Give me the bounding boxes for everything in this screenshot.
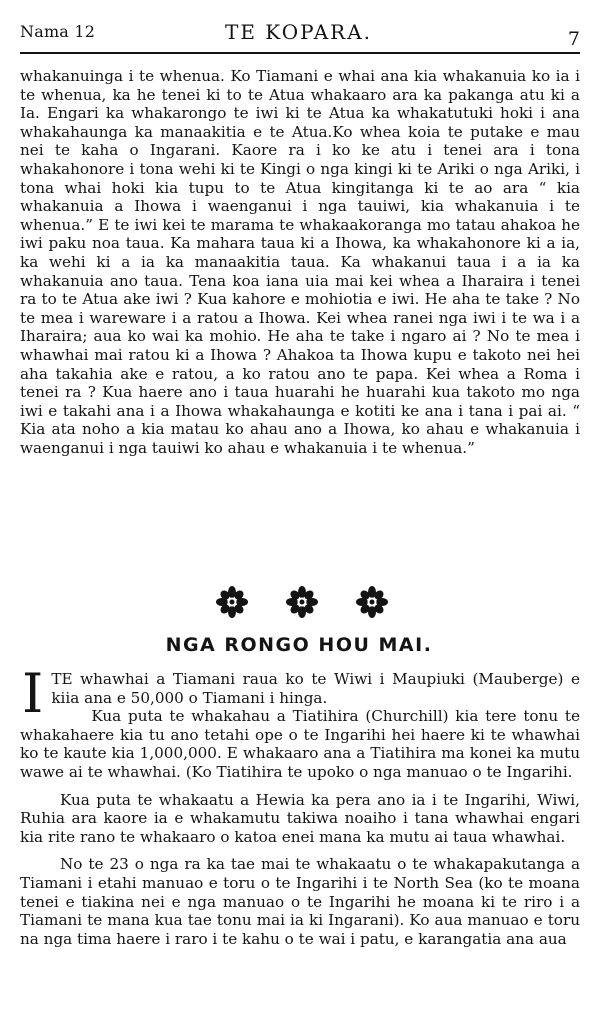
page-number: 7 [567, 28, 580, 50]
news-paragraph: No te 23 o nga ra ka tae mai te whakaatu o te whakapakutanga a Tiamani i etahi manuao e toru o te Ingarihi i te North Sea (ko te moana tenei e tiakina nei e nga manuao o te Ingarihi he moana ki te riro i a Tiamani te mana kua tae tonu mai ia ki Ingarani). Ko aua manuao e toru na nga tima haere i raro i te kahu o te wai i patu, e karangatia ana aua [20, 855, 580, 948]
news-paragraph-text: TE whawhai a Tiamani raua ko te Wiwi i Maupiuki (Mauberge) e kiia ana e 50,000 o Tiamani i hinga. [51, 670, 580, 707]
news-paragraph [20, 662, 580, 725]
news-article [20, 662, 580, 957]
journal-title: TE KOPARA. [225, 20, 373, 44]
ornament-divider [0, 585, 598, 621]
flower-ornament-icon [355, 585, 389, 619]
drop-cap: I [22, 662, 44, 725]
news-paragraph: Kua puta te whakahau a Tiatihira (Churchill) kia tere tonu te whakahaere kia tu ano tetahi ope o te Ingarihi hei haere ki te whawhai ko te kaute kia 1,000,000. E whakaaro ana a Tiatihira ma konei ka mutu wawe ai te whawhai. (Ko Tiatihira te upoko o nga manuao o te Ingarihi. [20, 707, 580, 781]
news-paragraph: Kua puta te whakaatu a Hewia ka pera ano ia i te Ingarihi, Wiwi, Ruhia ara kaore ia e whakamutu takiwa noaiho i tana whawhai engari kia rite rano te whakaaro o katoa enei mana ka mutu ai taua whawhai. [20, 790, 580, 846]
running-header [20, 16, 580, 50]
header-rule [20, 52, 580, 54]
article-paragraph: whakanuinga i te whenua. Ko Tiamani e whai ana kia whakanuia ko ia i te whenua, ka he tenei ki to te Atua whakaaro ara ka pakanga atu ki a Ia. Engari ka whakarongo te iwi ki te Atua ka whakatutuki hoki i ana whakahaunga ka manaakitia e te Atua.Ko whea koia te putake e mau nei te kaha o Ingarani. Kaore ra i ko ke atu i tenei ara i tona whakahonore i tona wehi ki te Kingi o nga kingi ki te Ariki o nga Ariki, i tona whai hoki kia tupu to te Atua kingitanga ki te ao ara “ kia whakanuia a Ihowa i waenganui i nga tauiwi, kia whakanuia i te whenua.” E te iwi kei te marama te whakaakoranga mo tatau ahakoa he iwi paku noa taua. Ka mahara taua ki a Ihowa, ka whakahonore ki a ia, ka wehi ki a ia ka manaakitia taua. Ka whakanui taua i a ia ka whakanuia ano taua. Tena koa iana uia mai kei whea a Iharaira i tenei ra to te Atua ake iwi ? Kua kahore e mohiotia e iwi. He aha te take ? No te mea i wareware i a ratou a Ihowa. Kei whea ranei nga iwi i te wa i a Iharaira; aua ko wai ka mohio. He aha te take i ngaro ai ? No te mea i whawhai mai ratou ki a Ihowa ? Ahakoa ta Ihowa kupu e takoto nei hei aha takahia ake e ratou, a ko ratou ano te papa. Kei whea a Roma i tenei ra ? Kua haere ano i taua huarahi he huarahi kua takoto mo nga iwi e takahi ana i a Ihowa whakahaunga e kotiti ke ana i tana i pai ai. “ Kia ata noho a kia matau ko ahau ano a Ihowa, ko ahau e whakanuia i waenganui i nga tauiwi ko ahau e whakanuia i te whenua.” [20, 67, 580, 457]
section-heading: NGA RONGO HOU MAI. [165, 634, 433, 656]
issue-number: Nama 12 [20, 22, 96, 41]
flower-ornament-icon [215, 585, 249, 619]
article-continuation [20, 67, 580, 457]
flower-ornament-icon [285, 585, 319, 619]
